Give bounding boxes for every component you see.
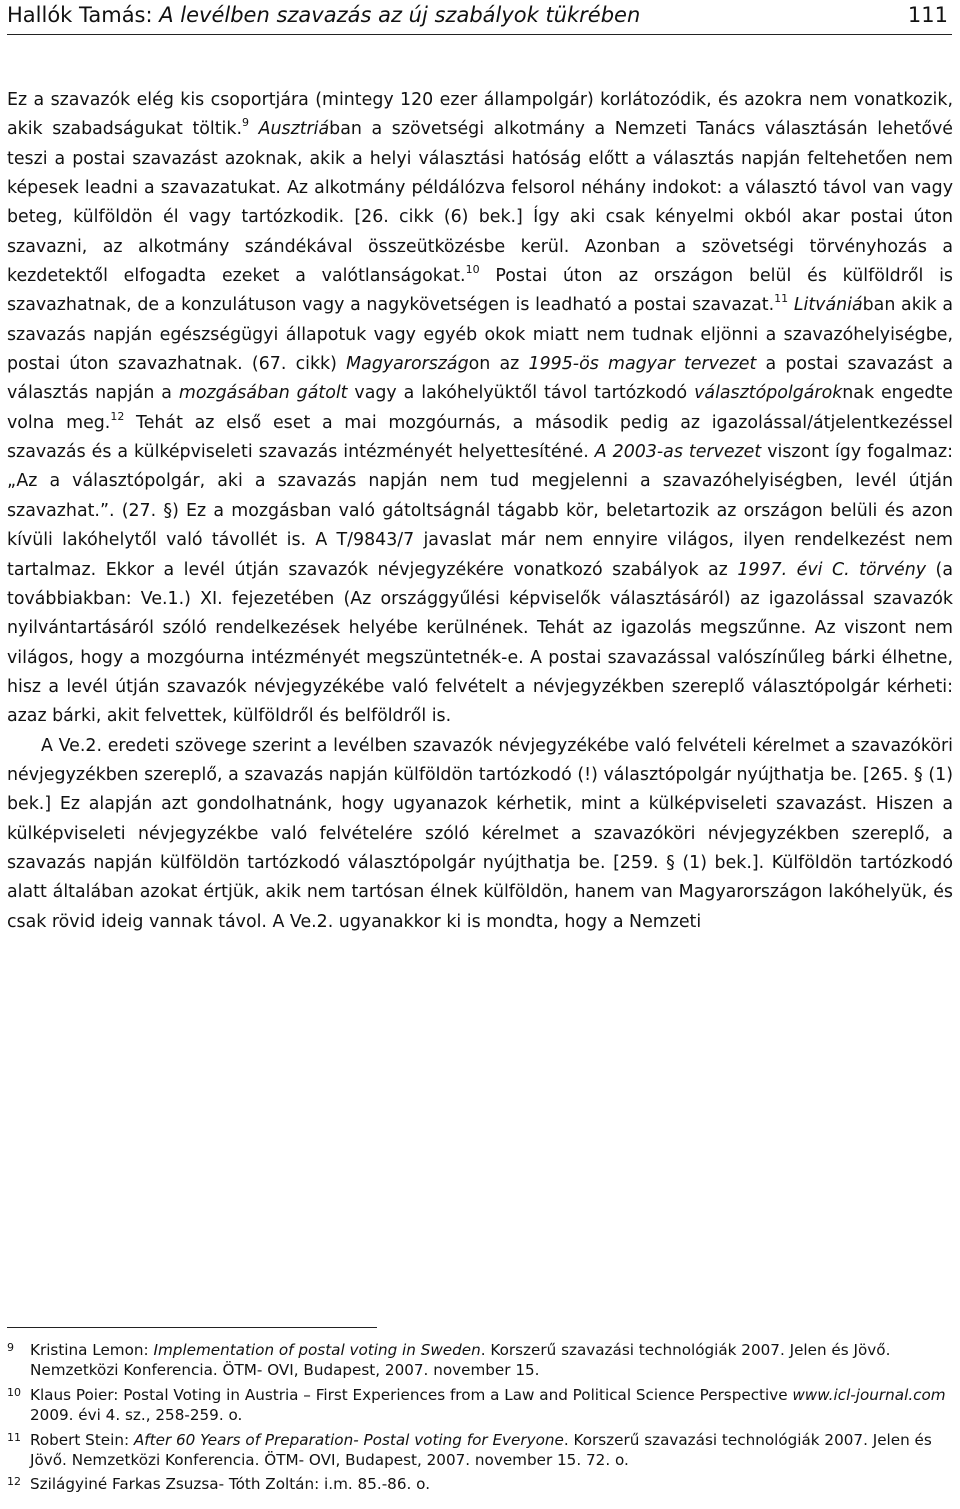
- paragraph-2: [7, 732, 953, 937]
- text-run: Postai úton az országon belül és külföldről is szavazhatnak, de a konzulátuson vagy a nagykövetségen is leadható a postai szavazat.: [7, 266, 953, 316]
- footnote-ref-11[interactable]: 11: [774, 292, 789, 306]
- footnote-number: 11: [7, 1430, 21, 1444]
- text-run: Szilágyiné Farkas Zsuzsa- Tóth Zoltán: i.m. 85.-86. o.: [30, 1475, 431, 1494]
- section-sign: §: [666, 852, 675, 873]
- text-run: a postai szavazást a választás napján a: [7, 354, 954, 404]
- text-run: (1) bek.] Ez alapján azt gondolhatnánk, hogy ugyanazok kérhetik, mint a külképviseleti szavazást. Hiszen a külképviseleti névjegyzékbe való felvételére szóló kérelmet a szavazóköri névjegyzékben szereplő, a szavazás napján külföldön tartózkodó választópolgár nyújthatja be. [259.: [7, 764, 953, 873]
- body-text: [7, 86, 953, 937]
- text-run: viszont így fogalmaz: „Az a választópolgár, aki a szavazás napján nem tud megjelenni a szavazóhelyiségben, levél útján szavazhat.”. (27.: [7, 442, 953, 521]
- header-author: Hallók Tamás:: [7, 3, 160, 27]
- italic-text: After 60 Years of Preparation- Postal voting for Everyone: [133, 1430, 564, 1449]
- text-run: Klaus Poier: Postal Voting in Austria – First Experiences from a Law and Political Science Perspective: [30, 1385, 793, 1404]
- italic-text: 1995-ös magyar tervezet: [528, 354, 757, 375]
- header-title: [7, 0, 640, 30]
- text-run: on az: [468, 354, 529, 375]
- italic-text: választópolgárok: [694, 383, 843, 404]
- footnote-11: [7, 1430, 953, 1471]
- text-run: ban akik a szavazás napján egészségügyi állapotuk vagy egyéb okok miatt nem tudnak eljönni a szavazóhelyiségbe, postai úton szavazhatnak. (67. cikk): [7, 295, 954, 375]
- text-run: Kristina Lemon:: [30, 1341, 154, 1359]
- footnote-link[interactable]: www.icl-journal.com: [792, 1385, 946, 1404]
- footnote-ref-9[interactable]: 9: [241, 116, 249, 130]
- footnote-separator: [7, 1327, 377, 1328]
- text-run: (a továbbiakban: Ve.1.) XI. fejezetében (Az országgyűlési képviselők választásáról) az igazolással szavazók nyilvántartásáról szóló rendelkezések helyébe kerülnének. Tehát az igazolás megszűnne. Az viszont nem világos, hogy a mozgóurna intézményét megszüntetnék-e. A postai szavazással valószínűleg bárki élhetne, hisz a levél útján szavazók névjegyzékébe való felvételt a névjegyzékben szereplő választópolgár kérheti: azaz bárki, akit felvettek, külföldről és belföldről is.: [7, 559, 953, 727]
- text-run: Tehát az első eset a mai mozgóurnás, a második pedig az igazolással/átjelentkezéssel szavazás és a külképviseleti szavazás intézményét helyettesíténé.: [7, 412, 953, 463]
- footnote-12: [7, 1474, 953, 1494]
- italic-text: Implementation of postal voting in Sweden: [153, 1341, 481, 1359]
- footnote-number: 10: [7, 1385, 21, 1399]
- footnote-ref-12[interactable]: 12: [110, 409, 125, 423]
- italic-text: 1997. évi C. törvény: [737, 559, 927, 580]
- italic-text: Litvániá: [793, 295, 863, 316]
- footnote-10: [7, 1385, 953, 1426]
- footnote-number: 12: [7, 1475, 21, 1489]
- text-run: (1) bek.]. Külföldön tartózkodó alatt általában azokat értjük, akik nem tartósan élnek külföldön, hanem van Magyarországon lakóhelyük, és csak rövid ideig vannak távol. A Ve.2. ugyanakkor ki is mondta, hogy a Nemzeti: [7, 852, 953, 932]
- italic-text: mozgásában gátolt: [178, 383, 348, 404]
- section-sign: §: [914, 764, 923, 785]
- italic-text: Ausztriá: [258, 119, 330, 140]
- section-sign: §: [163, 500, 173, 521]
- text-run: . Korszerű szavazási technológiák 2007. Jelen és Jövő. Nemzetközi Konferencia. ÖTM- OVI, Budapest, 2007. november 15.: [30, 1341, 891, 1380]
- page-number: 111: [907, 3, 948, 27]
- text-run: ban a szövetségi alkotmány a Nemzeti Tanács választásán lehetővé teszi a postai szavazást azoknak, akik a helyi választási hatóság előtt a választás napján feltehetően nem képesek leadni a szavazatukat. Az alkotmány példálózva felsorol néhány indokot: a választó távol van vagy beteg, külföldön él vagy tartózkodik. [26. cikk (6) bek.] Így aki csak kényelmi okból akar postai úton szavazni, az alkotmány szándékával összeütközésbe kerül. Azonban a szövetségi törvényhozás a kezdetektől elfogadta ezeket a valótlanságokat.: [7, 119, 953, 287]
- footnote-ref-10[interactable]: 10: [465, 263, 480, 277]
- italic-text: Magyarország: [346, 354, 469, 375]
- text-run: Robert Stein:: [30, 1430, 134, 1449]
- header-article-title: A levélben szavazás az új szabályok tükrében: [159, 3, 641, 27]
- footnotes: [7, 1340, 953, 1499]
- text-run: A Ve.2. eredeti szövege szerint a levélben szavazók névjegyzékébe való felvételi kérelmet a szavazóköri névjegyzékben szereplő, a szavazás napján külföldön tartózkodó (!) választópolgár nyújthatja be. [265.: [7, 735, 953, 785]
- text-run: nak engedte volna meg.: [7, 383, 953, 433]
- text-run: . Korszerű szavazási technológiák 2007. Jelen és Jövő. Nemzetközi Konferencia. ÖTM- OVI, Budapest, 2007. november 15. 72. o.: [30, 1430, 932, 1470]
- running-header: [7, 0, 952, 35]
- text-run: Ez a szavazók elég kis csoportjára (mintegy 120 ezer állampolgár) korlátozódik, és azokra nem vonatkozik, akik szabadságukat töltik.: [7, 90, 953, 140]
- text-run: vagy a lakóhelyüktől távol tartózkodó: [347, 383, 695, 404]
- text-run: ) Ez a mozgásban való gátoltságnál tágabb kör, beletartozik az országon belüli és azon kívüli lakóhelytől való távollét is. A T/9843/7 javaslat már nem ennyire világos, ilyen rendelkezést nem tartalmaz. Ekkor a levél útján szavazók névjegyzékére vonatkozó szabályok az: [7, 500, 954, 580]
- footnote-9: [7, 1340, 953, 1381]
- footnote-number: 9: [7, 1341, 14, 1354]
- italic-text: A 2003-as tervezet: [594, 442, 762, 463]
- text-run: 2009. évi 4. sz., 258-259. o.: [30, 1406, 243, 1425]
- paragraph-1: [7, 86, 953, 732]
